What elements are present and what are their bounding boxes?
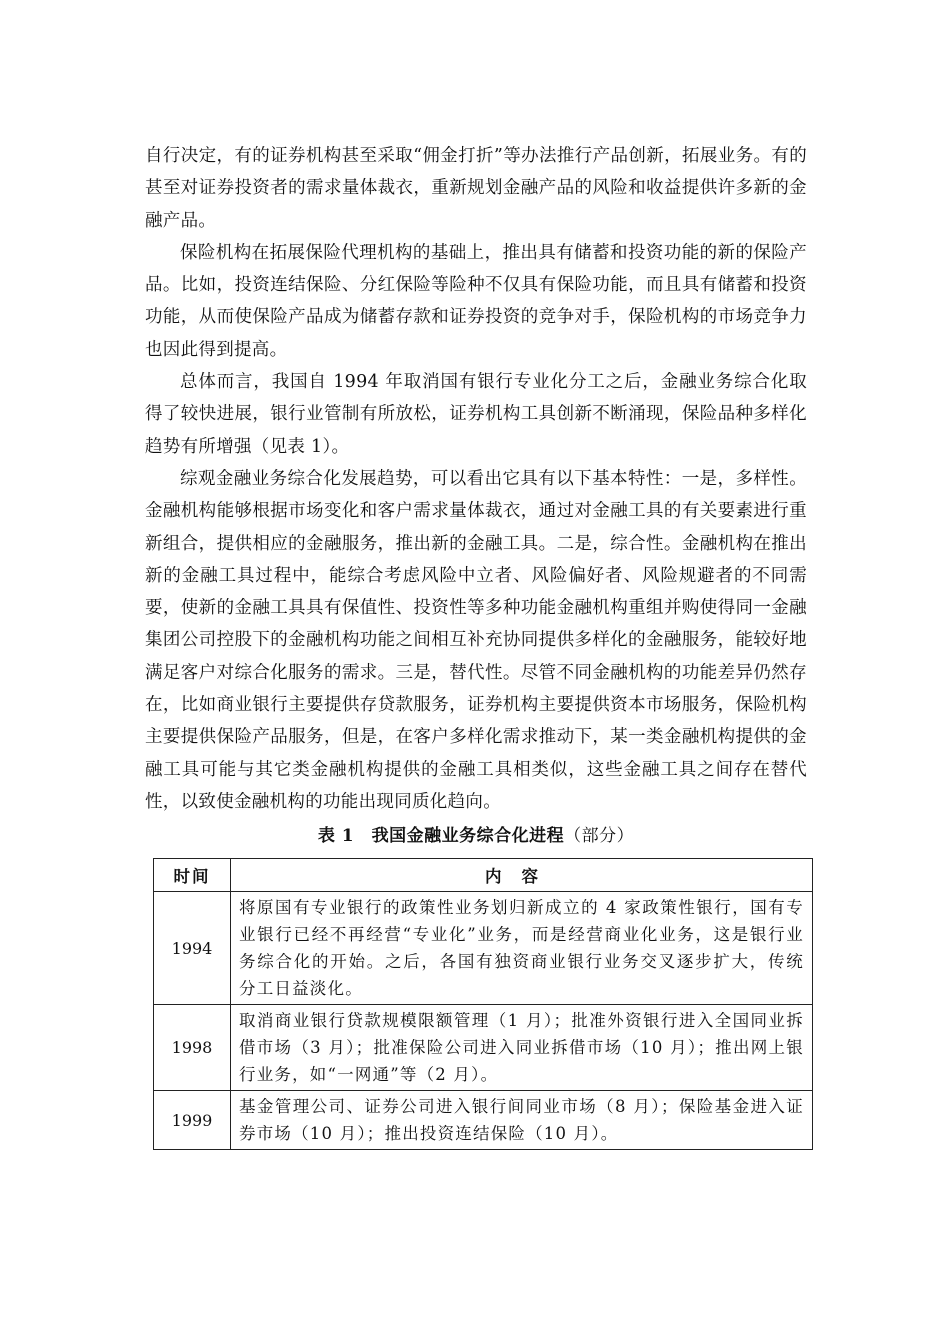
table-row xyxy=(154,1091,813,1150)
row-year: 1998 xyxy=(154,1005,231,1091)
table-header-row xyxy=(154,859,813,892)
header-time: 时间 xyxy=(154,859,231,892)
paragraph-insurance: 保险机构在拓展保险代理机构的基础上，推出具有储蓄和投资功能的新的保险产品。比如，投资连结保险、分红保险等险种不仅具有保险功能，而且具有储蓄和投资功能，从而使保险产品成为储蓄存款和证券投资的竞争对手，保险机构的市场竞争力也因此得到提高。 xyxy=(145,242,807,360)
row-year: 1994 xyxy=(154,892,231,1005)
row-year: 1999 xyxy=(154,1091,231,1150)
header-content: 内容 xyxy=(231,859,813,892)
row-content: 基金管理公司、证券公司进入银行间同业市场（8 月）；保险基金进入证券市场（10 月）；推出投资连结保险（10 月）。 xyxy=(231,1091,813,1150)
table-caption-title: 表 1 我国金融业务综合化进程 xyxy=(317,826,565,847)
table-caption-suffix: （部分） xyxy=(564,826,635,847)
paragraph-overview: 总体而言，我国自 1994 年取消国有银行专业化分工之后，金融业务综合化取得了较快进展，银行业管制有所放松，证券机构工具创新不断涌现，保险品种多样化趋势有所增强（见表 1）。 xyxy=(145,372,807,457)
row-content: 取消商业银行贷款规模限额管理（1 月）；批准外资银行进入全国同业拆借市场（3 月）；批准保险公司进入同业拆借市场（10 月）；推出网上银行业务，如“一网通”等（2 月）。 xyxy=(231,1005,813,1091)
table-row xyxy=(154,1005,813,1091)
progress-table xyxy=(153,858,813,1150)
row-content: 将原国有专业银行的政策性业务划归新成立的 4 家政策性银行，国有专业银行已经不再经营“专业化”业务，而是经营商业化业务，这是银行业务综合化的开始。之后，各国有独资商业银行业务交叉逐步扩大，传统分工日益淡化。 xyxy=(231,892,813,1005)
paragraph-securities: 自行决定，有的证券机构甚至采取“佣金打折”等办法推行产品创新，拓展业务。有的甚至对证券投资者的需求量体裁衣，重新规划金融产品的风险和收益提供许多新的金融产品。 xyxy=(145,146,807,231)
table-caption xyxy=(145,820,807,852)
document-page xyxy=(145,140,807,1150)
paragraph-characteristics: 综观金融业务综合化发展趋势，可以看出它具有以下基本特性：一是，多样性。金融机构能够根据市场变化和客户需求量体裁衣，通过对金融工具的有关要素进行重新组合，提供相应的金融服务，推出新的金融工具。二是，综合性。金融机构在推出新的金融工具过程中，能综合考虑风险中立者、风险偏好者、风险规避者的不同需要，使新的金融工具具有保值性、投资性等多种功能金融机构重组并购使得同一金融集团公司控股下的金融机构功能之间相互补充协同提供多样化的金融服务，能较好地满足客户对综合化服务的需求。三是，替代性。尽管不同金融机构的功能差异仍然存在，比如商业银行主要提供存贷款服务，证券机构主要提供资本市场服务，保险机构主要提供保险产品服务，但是，在客户多样化需求推动下，某一类金融机构提供的金融工具可能与其它类金融机构提供的金融工具相类似，这些金融工具之间存在替代性，以致使金融机构的功能出现同质化趋向。 xyxy=(145,468,807,812)
table-row xyxy=(154,892,813,1005)
